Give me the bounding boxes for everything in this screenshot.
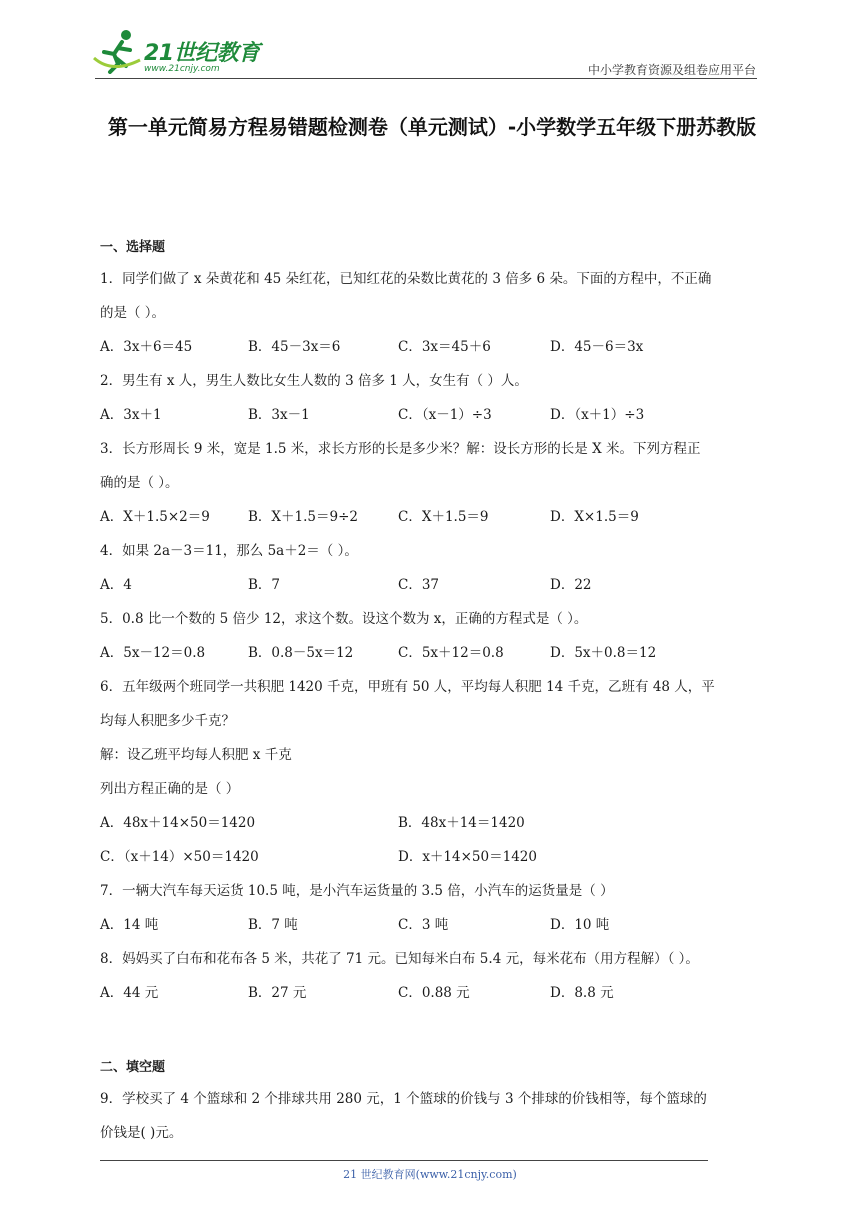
question-text: 3．长方形周长 9 米，宽是 1.5 米，求长方形的长是多少米？解：设长方形的长是 X 米。下列方程正 [100, 441, 701, 457]
option-a[interactable]: A．44 元 [100, 985, 159, 1001]
question-text: 9．学校买了 4 个篮球和 2 个排球共用 280 元，1 个篮球的价钱与 3 个排球的价钱相等，每个篮球的 [100, 1091, 707, 1107]
option-row [100, 330, 770, 364]
option-row [100, 840, 770, 874]
option-b[interactable]: B．27 元 [248, 985, 307, 1001]
option-d[interactable]: D．x＋14×50＝1420 [398, 849, 537, 865]
option-b[interactable]: B．45－3x＝6 [248, 339, 341, 355]
question-text: 的是（ ）。 [100, 305, 166, 321]
option-d[interactable]: D．（x＋1）÷3 [550, 407, 645, 423]
platform-name: 中小学教育资源及组卷应用平台 [587, 63, 756, 77]
runner-logo-icon [92, 28, 144, 74]
option-row [100, 908, 770, 942]
option-c[interactable]: C．0.88 元 [398, 985, 470, 1001]
option-a[interactable]: A．48x＋14×50＝1420 [100, 815, 256, 831]
option-b[interactable]: B．7 吨 [248, 917, 298, 933]
option-c[interactable]: C．X＋1.5＝9 [398, 509, 489, 525]
question-text: 5．0.8 比一个数的 5 倍少 12，求这个数。设这个数为 x，正确的方程式是（ ）。 [100, 611, 588, 627]
option-a[interactable]: A．4 [100, 577, 132, 593]
question-1 [100, 262, 770, 364]
section-heading-choice: 一、选择题 [100, 240, 166, 255]
question-5 [100, 602, 770, 670]
site-logo[interactable] [92, 28, 262, 78]
option-b[interactable]: B．0.8－5x＝12 [248, 645, 354, 661]
option-d[interactable]: D．X×1.5＝9 [550, 509, 639, 525]
option-row [100, 806, 770, 840]
question-text: 7．一辆大汽车每天运货 10.5 吨，是小汽车运货量的 3.5 倍，小汽车的运货量是（ ） [100, 883, 614, 899]
option-b[interactable]: B．3x－1 [248, 407, 310, 423]
question-text: 1．同学们做了 x 朵黄花和 45 朵红花，已知红花的朵数比黄花的 3 倍多 6 朵。下面的方程中，不正确 [100, 271, 712, 287]
question-text: 解：设乙班平均每人积肥 x 千克 [100, 747, 292, 763]
document-title: 第一单元简易方程易错题检测卷（单元测试）-小学数学五年级下册苏教版 [107, 115, 757, 139]
question-text: 确的是（ ）。 [100, 475, 179, 491]
option-a[interactable]: A．3x＋6＝45 [100, 339, 193, 355]
option-b[interactable]: B．X＋1.5＝9÷2 [248, 509, 358, 525]
section-heading-fill: 二、填空题 [100, 1060, 166, 1075]
footer-link[interactable]: 21 世纪教育网(www.21cnjy.com) [343, 1168, 517, 1181]
header-divider [95, 78, 757, 79]
question-8 [100, 942, 770, 1010]
option-d[interactable]: D．45－6＝3x [550, 339, 644, 355]
page-header [0, 0, 860, 80]
option-d[interactable]: D．10 吨 [550, 917, 610, 933]
logo-url: www.21cnjy.com [144, 64, 220, 74]
option-a[interactable]: A．14 吨 [100, 917, 159, 933]
section-spacer [100, 1010, 770, 1050]
question-3 [100, 432, 770, 534]
option-c[interactable]: C．（x－1）÷3 [398, 407, 492, 423]
question-text: 列出方程正确的是（ ） [100, 781, 240, 797]
option-b[interactable]: B．48x＋14＝1420 [398, 815, 525, 831]
option-c[interactable]: C．3 吨 [398, 917, 449, 933]
question-text: 均每人积肥多少千克？ [100, 713, 235, 729]
document-body [100, 230, 770, 1150]
option-row [100, 568, 770, 602]
question-text: 6．五年级两个班同学一共积肥 1420 千克，甲班有 50 人，平均每人积肥 14 千克，乙班有 48 人，平 [100, 679, 715, 695]
question-4 [100, 534, 770, 602]
option-c[interactable]: C．3x＝45＋6 [398, 339, 491, 355]
option-row [100, 976, 770, 1010]
option-row [100, 500, 770, 534]
option-c[interactable]: C．37 [398, 577, 440, 593]
option-d[interactable]: D．8.8 元 [550, 985, 614, 1001]
option-c[interactable]: C．5x＋12＝0.8 [398, 645, 504, 661]
question-2 [100, 364, 770, 432]
logo-text: 21世纪教育 [144, 41, 260, 66]
option-c[interactable]: C．（x＋14）×50＝1420 [100, 849, 259, 865]
question-9 [100, 1082, 770, 1150]
option-a[interactable]: A．3x＋1 [100, 407, 162, 423]
option-a[interactable]: A．X＋1.5×2＝9 [100, 509, 210, 525]
footer-divider [100, 1160, 708, 1161]
question-text: 8．妈妈买了白布和花布各 5 米，共花了 71 元。已知每米白布 5.4 元，每米花布（用方程解）（ ）。 [100, 951, 699, 967]
question-text: 2．男生有 x 人，男生人数比女生人数的 3 倍多 1 人，女生有（ ）人。 [100, 373, 528, 389]
question-text: 4．如果 2a－3＝11，那么 5a＋2＝（ ）。 [100, 543, 358, 559]
question-7 [100, 874, 770, 942]
option-d[interactable]: D．22 [550, 577, 592, 593]
option-d[interactable]: D．5x＋0.8＝12 [550, 645, 657, 661]
question-text[interactable]: 价钱是( )元。 [100, 1125, 183, 1141]
option-row [100, 636, 770, 670]
option-b[interactable]: B．7 [248, 577, 281, 593]
question-6 [100, 670, 770, 874]
option-a[interactable]: A．5x－12＝0.8 [100, 645, 206, 661]
option-row [100, 398, 770, 432]
